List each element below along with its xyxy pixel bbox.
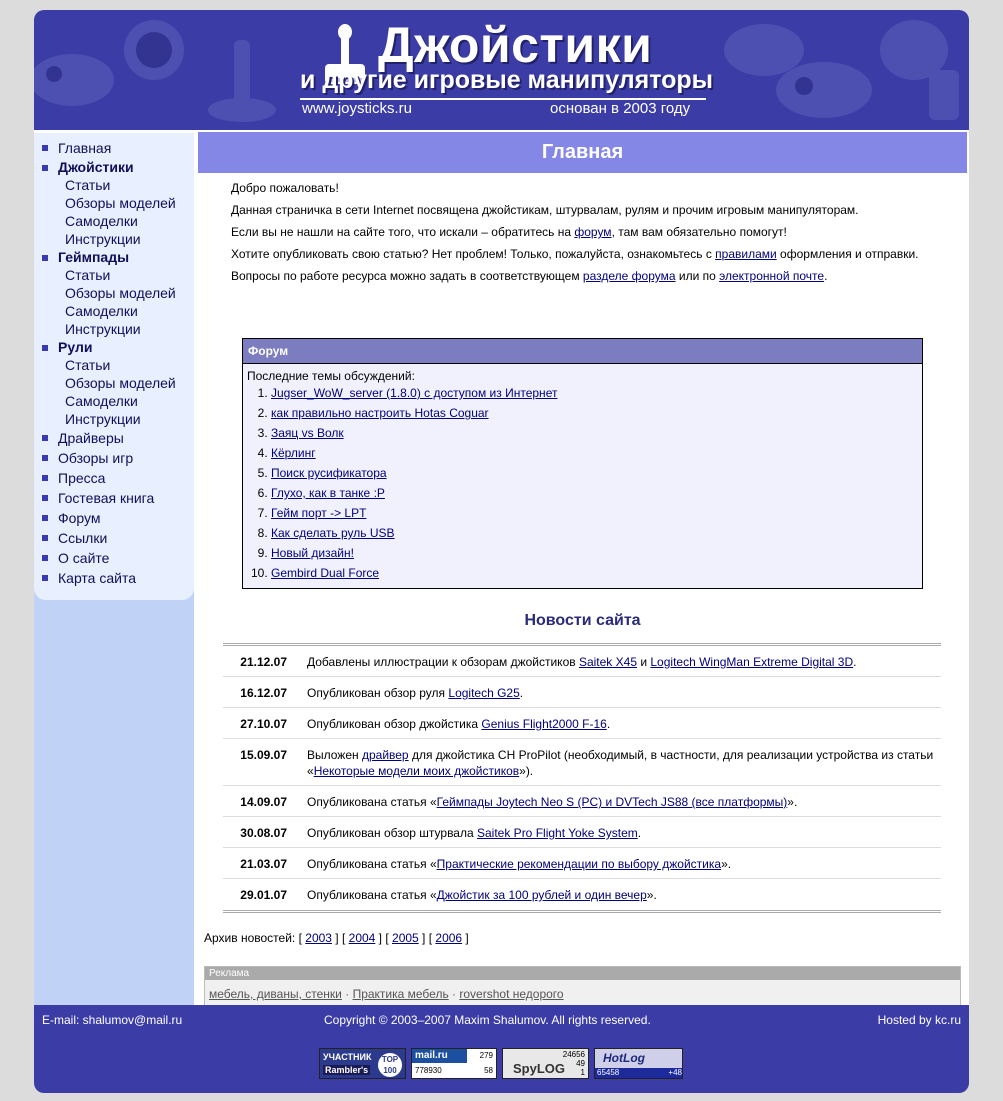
sidebar-subitem-gamepads-reviews[interactable]: Обзоры моделей bbox=[65, 285, 176, 301]
sidebar-subitem-joysticks-reviews[interactable]: Обзоры моделей bbox=[65, 195, 176, 211]
news-date: 16.12.07 bbox=[240, 686, 287, 700]
news-text: Опубликована статья «Практические рекомендации по выбору джойстика». bbox=[307, 857, 732, 871]
ads-links: мебель, диваны, стенки · Практика мебель · rovershot недорого bbox=[209, 987, 564, 1001]
footer-email[interactable]: E-mail: shalumov@mail.ru bbox=[42, 1013, 183, 1027]
news-date: 15.09.07 bbox=[240, 748, 287, 762]
bullet-icon bbox=[42, 575, 48, 581]
sidebar-item-game-reviews[interactable]: Обзоры игр bbox=[34, 448, 194, 468]
forum-link[interactable]: форум bbox=[574, 225, 612, 239]
sidebar-item-main[interactable]: Главная bbox=[34, 138, 194, 158]
sidebar-subitem-gamepads-manuals[interactable]: Инструкции bbox=[65, 321, 141, 337]
sidebar bbox=[34, 130, 196, 1005]
news-archive: Архив новостей: [ 2003 ] [ 2004 ] [ 2005 ] [ 2006 ] bbox=[204, 931, 469, 945]
forum-topic-link[interactable]: Новый дизайн! bbox=[271, 546, 354, 560]
news-link[interactable]: Практические рекомендации по выбору джойстика bbox=[436, 857, 722, 871]
list-item bbox=[271, 463, 922, 483]
bullet-icon bbox=[42, 435, 48, 441]
archive-year-link[interactable]: 2005 bbox=[392, 931, 419, 945]
hotlog-bar: 65458 +48 bbox=[597, 1068, 682, 1077]
intro-paragraph: Если вы не нашли на сайте того, что искали – обратитесь на форум, там вам обязательно помогут! bbox=[231, 225, 787, 239]
forum-topic-link[interactable]: Кёрлинг bbox=[271, 446, 316, 460]
table-row bbox=[223, 708, 941, 739]
list-item bbox=[271, 403, 922, 423]
sidebar-item-joysticks[interactable]: Джойстики bbox=[34, 158, 194, 176]
sidebar-subitem-joysticks-manuals[interactable]: Инструкции bbox=[65, 231, 141, 247]
bullet-icon bbox=[42, 145, 48, 151]
news-date: 27.10.07 bbox=[240, 717, 287, 731]
forum-box bbox=[242, 338, 923, 589]
list-item bbox=[271, 443, 922, 463]
news-text: Выложен драйвер для джойстика CH ProPilot (необходимый, в частности, для реализации устройства из статьи «Некоторые модели моих джойстиков»). bbox=[307, 748, 934, 778]
ad-link[interactable]: Практика мебель bbox=[352, 987, 449, 1001]
ads-heading: Реклама bbox=[205, 967, 960, 980]
list-item bbox=[271, 483, 922, 503]
ads-box bbox=[204, 966, 961, 1008]
rules-link[interactable]: правилами bbox=[715, 247, 777, 261]
forum-topic-link[interactable]: Заяц vs Волк bbox=[271, 426, 344, 440]
site-founded: основан в 2003 году bbox=[550, 100, 691, 117]
mailru-counter[interactable]: mail.ru 279 778930 58 bbox=[411, 1048, 497, 1079]
news-link[interactable]: драйвер bbox=[361, 748, 409, 762]
news-text: Опубликована статья «Геймпады Joytech Neo S (PC) и DVTech JS88 (все платформы)». bbox=[307, 795, 798, 809]
news-text: Опубликован обзор штурвала Saitek Pro Flight Yoke System. bbox=[307, 826, 642, 840]
sidebar-subitem-wheels-reviews[interactable]: Обзоры моделей bbox=[65, 375, 176, 391]
footer-hosted[interactable]: Hosted by kc.ru bbox=[877, 1013, 961, 1027]
top100-badge: TOP 100 bbox=[378, 1053, 402, 1077]
table-row bbox=[223, 817, 941, 848]
archive-year-link[interactable]: 2006 bbox=[435, 931, 463, 945]
footer bbox=[34, 1005, 969, 1035]
spylog-counter[interactable]: SpyLOG 24656 49 1 bbox=[502, 1048, 589, 1079]
news-text: Опубликован обзор руля Logitech G25. bbox=[307, 686, 524, 700]
ad-link[interactable]: rovershot недорого bbox=[459, 987, 564, 1001]
bullet-icon bbox=[42, 495, 48, 501]
list-item bbox=[271, 543, 922, 563]
sidebar-subitem-joysticks-diy[interactable]: Самоделки bbox=[65, 213, 138, 229]
sidebar-subitem-wheels-articles[interactable]: Статьи bbox=[65, 357, 111, 373]
forum-caption: Последние темы обсуждений: bbox=[247, 369, 415, 383]
intro-paragraph: Вопросы по работе ресурса можно задать в соответствующем разделе форума или по электронной почте. bbox=[231, 269, 828, 283]
intro-paragraph: Хотите опубликовать свою статью? Нет проблем! Только, пожалуйста, ознакомьтесь с правилами оформления и отправки. bbox=[231, 247, 919, 261]
footer-copyright: Copyright © 2003–2007 Maxim Shalumov. All rights reserved. bbox=[324, 1013, 651, 1027]
news-link[interactable]: Некоторые модели моих джойстиков bbox=[313, 764, 520, 778]
page-title: Главная bbox=[198, 132, 967, 173]
forum-topic-link[interactable]: Jugser_WoW_server (1.8.0) с доступом из Интернет bbox=[271, 386, 558, 400]
forum-topic-list bbox=[243, 383, 922, 583]
table-row bbox=[223, 848, 941, 879]
table-row bbox=[223, 739, 941, 786]
forum-section-link[interactable]: разделе форума bbox=[582, 269, 676, 283]
rambler-counter[interactable]: УЧАСТНИК Rambler's TOP 100 bbox=[319, 1048, 406, 1079]
sidebar-item-about[interactable]: О сайте bbox=[34, 548, 194, 568]
list-item bbox=[271, 423, 922, 443]
bullet-icon bbox=[42, 475, 48, 481]
news-link[interactable]: Джойстик за 100 рублей и один вечер bbox=[436, 888, 647, 902]
counters bbox=[34, 1035, 969, 1093]
intro-paragraph: Данная страничка в сети Internet посвящена джойстикам, штурвалам, рулям и прочим игровым манипуляторам. bbox=[231, 203, 859, 217]
news-link[interactable]: Genius Flight2000 F-16 bbox=[481, 717, 607, 731]
sidebar-item-gamepads[interactable]: Геймпады bbox=[34, 248, 194, 266]
news-heading: Новости сайта bbox=[524, 612, 641, 629]
sidebar-subitem-wheels-diy[interactable]: Самоделки bbox=[65, 393, 138, 409]
table-row bbox=[223, 677, 941, 708]
table-row bbox=[223, 646, 941, 677]
intro-paragraph: Добро пожаловать! bbox=[231, 181, 339, 195]
sidebar-item-wheels[interactable]: Рули bbox=[34, 338, 194, 356]
sidebar-item-sitemap[interactable]: Карта сайта bbox=[34, 568, 194, 588]
site-title: Джойстики bbox=[378, 17, 653, 73]
news-link[interactable]: Logitech WingMan Extreme Digital 3D bbox=[650, 655, 854, 669]
list-item bbox=[271, 523, 922, 543]
intro-text bbox=[198, 173, 967, 283]
news-date: 21.12.07 bbox=[240, 655, 287, 669]
forum-heading: Форум bbox=[243, 339, 922, 364]
archive-year-link[interactable]: 2004 bbox=[348, 931, 376, 945]
bullet-icon bbox=[42, 255, 48, 261]
bullet-icon bbox=[42, 345, 48, 351]
news-text: Опубликована статья «Джойстик за 100 рублей и один вечер». bbox=[307, 888, 657, 902]
bullet-icon bbox=[42, 555, 48, 561]
list-item bbox=[271, 383, 922, 403]
forum-topic-link[interactable]: как правильно настроить Hotas Coguar bbox=[271, 406, 489, 420]
sidebar-menu bbox=[34, 133, 194, 600]
news-table bbox=[223, 643, 941, 913]
bullet-icon bbox=[42, 455, 48, 461]
news-date: 29.01.07 bbox=[240, 888, 287, 902]
news-link[interactable]: Геймпады Joytech Neo S (PC) и DVTech JS88 (все платформы) bbox=[436, 795, 788, 809]
email-link[interactable]: электронной почте bbox=[719, 269, 825, 283]
bullet-icon bbox=[42, 515, 48, 521]
site-url: www.joysticks.ru bbox=[302, 100, 413, 117]
site-header bbox=[34, 10, 969, 130]
news-text: Добавлены иллюстрации к обзорам джойстиков Saitek X45 и Logitech WingMan Extreme Digital 3D. bbox=[307, 655, 857, 669]
forum-topic-link[interactable]: Гейм порт -> LPT bbox=[271, 506, 367, 520]
sidebar-subitem-gamepads-diy[interactable]: Самоделки bbox=[65, 303, 138, 319]
table-row bbox=[223, 879, 941, 910]
news-link[interactable]: Logitech G25 bbox=[448, 686, 520, 700]
site-subtitle: и другие игровые манипуляторы bbox=[300, 66, 714, 94]
main-content bbox=[198, 132, 967, 1005]
sidebar-item-drivers[interactable]: Драйверы bbox=[34, 428, 194, 448]
table-row bbox=[223, 786, 941, 817]
page bbox=[34, 10, 969, 1093]
forum-topic-link[interactable]: Глухо, как в танке :P bbox=[271, 486, 385, 500]
sidebar-subitem-wheels-manuals[interactable]: Инструкции bbox=[65, 411, 141, 427]
sidebar-item-guestbook[interactable]: Гостевая книга bbox=[34, 488, 194, 508]
bullet-icon bbox=[42, 535, 48, 541]
sidebar-item-forum[interactable]: Форум bbox=[34, 508, 194, 528]
forum-topic-link[interactable]: Поиск русификатора bbox=[271, 466, 387, 480]
bullet-icon bbox=[42, 165, 48, 171]
forum-topic-link[interactable]: Как сделать руль USB bbox=[271, 526, 395, 540]
news-text: Опубликован обзор джойстика Genius Flight2000 F-16. bbox=[307, 717, 611, 731]
sidebar-subitem-joysticks-articles[interactable]: Статьи bbox=[65, 177, 111, 193]
news-link[interactable]: Saitek Pro Flight Yoke System bbox=[477, 826, 638, 840]
news-date: 21.03.07 bbox=[240, 857, 287, 871]
news-date: 30.08.07 bbox=[240, 826, 287, 840]
ad-link[interactable]: мебель, диваны, стенки bbox=[209, 987, 342, 1001]
news-date: 14.09.07 bbox=[240, 795, 287, 809]
sidebar-item-press[interactable]: Пресса bbox=[34, 468, 194, 488]
list-item bbox=[271, 563, 922, 583]
sidebar-subitem-gamepads-articles[interactable]: Статьи bbox=[65, 267, 111, 283]
forum-topic-link[interactable]: Gembird Dual Force bbox=[271, 566, 380, 580]
list-item bbox=[271, 503, 922, 523]
hotlog-counter[interactable]: HotLog 65458 +48 bbox=[594, 1048, 683, 1079]
archive-year-link[interactable]: 2003 bbox=[305, 931, 332, 945]
sidebar-item-links[interactable]: Ссылки bbox=[34, 528, 194, 548]
news-link[interactable]: Saitek X45 bbox=[578, 655, 637, 669]
